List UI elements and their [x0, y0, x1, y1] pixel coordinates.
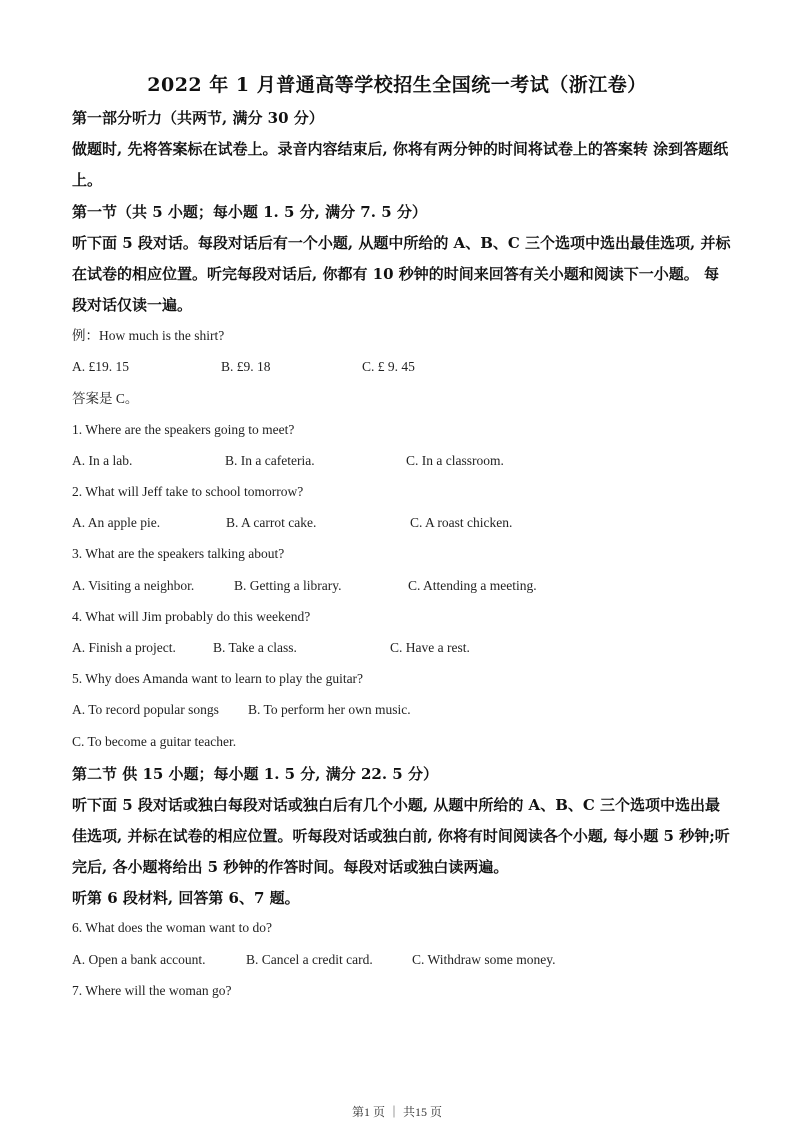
- part1-instructions: 做题时, 先将答案标在试卷上。录音内容结束后, 你将有两分钟的时间将试卷上的答案转 涂到答题纸上。: [72, 140, 729, 189]
- section1-heading: 第一节（共 5 小题；每小题 1. 5 分, 满分 7. 5 分）: [72, 203, 427, 221]
- question-2-option-a: A. An apple pie.: [72, 515, 161, 530]
- question-3: 3. What are the speakers talking about?: [72, 546, 285, 561]
- question-4-option-b: B. Take a class.: [213, 640, 297, 655]
- question-4: 4. What will Jim probably do this weekend?: [72, 609, 311, 624]
- question-2-option-c: C. A roast chicken.: [410, 515, 513, 530]
- example-question: 例：How much is the shirt?: [72, 328, 225, 343]
- question-5-option-c: C. To become a guitar teacher.: [72, 734, 237, 749]
- material-6-heading: 听第 6 段材料, 回答第 6、7 题。: [72, 889, 300, 907]
- question-6-option-b: B. Cancel a credit card.: [246, 952, 373, 967]
- section2-instructions: 听下面 5 段对话或独白每段对话或独白后有几个小题, 从题中所给的 A、B、C 三个选项中选出最 佳选项, 并标在试卷的相应位置。听每段对话或独白前, 你将有时间阅读各个小题, 每小题 5 秒钟;听完后, 各小题将给出 5 秒钟的作答时间。每段对话或独白读两遍。: [72, 796, 730, 876]
- section1-instructions: 听下面 5 段对话。每段对话后有一个小题, 从题中所给的 A、B、C 三个选项中选出最佳选项, 并标在试卷的相应位置。听完每段对话后, 你都有 10 秒钟的时间来回答有关小题和阅读下一小题。 每段对话仅读一遍。: [72, 234, 731, 314]
- question-3-option-b: B. Getting a library.: [234, 578, 342, 593]
- question-6-option-c: C. Withdraw some money.: [412, 952, 556, 967]
- example-option-c: C. £ 9. 45: [362, 359, 415, 374]
- question-5-option-b: B. To perform her own music.: [248, 702, 411, 717]
- question-4-option-a: A. Finish a project.: [72, 640, 176, 655]
- question-4-option-c: C. Have a rest.: [390, 640, 470, 655]
- section2-heading: 第二节 供 15 小题；每小题 1. 5 分, 满分 22. 5 分）: [72, 765, 438, 783]
- example-option-b: B. £9. 18: [221, 359, 271, 374]
- question-1-option-a: A. In a lab.: [72, 453, 133, 468]
- question-2: 2. What will Jeff take to school tomorrow?: [72, 484, 304, 499]
- part1-heading: 第一部分听力（共两节, 满分 30 分）: [72, 109, 324, 127]
- question-3-option-c: C. Attending a meeting.: [408, 578, 537, 593]
- question-7: 7. Where will the woman go?: [72, 983, 232, 998]
- question-3-option-a: A. Visiting a neighbor.: [72, 578, 195, 593]
- example-answer: 答案是 C。: [72, 391, 139, 406]
- question-1-option-b: B. In a cafeteria.: [225, 453, 315, 468]
- question-5: 5. Why does Amanda want to learn to play the guitar?: [72, 671, 364, 686]
- example-option-a: A. £19. 15: [72, 359, 129, 374]
- page-footer: 第1 页 ｜ 共15 页: [351, 1105, 442, 1119]
- question-1: 1. Where are the speakers going to meet?: [72, 422, 295, 437]
- question-2-option-b: B. A carrot cake.: [226, 515, 317, 530]
- page-title: 2022 年 1 月普通高等学校招生全国统一考试（浙江卷）: [147, 74, 647, 96]
- question-6: 6. What does the woman want to do?: [72, 920, 272, 935]
- question-6-option-a: A. Open a bank account.: [72, 952, 206, 967]
- question-1-option-c: C. In a classroom.: [406, 453, 504, 468]
- question-5-option-a: A. To record popular songs: [72, 702, 219, 717]
